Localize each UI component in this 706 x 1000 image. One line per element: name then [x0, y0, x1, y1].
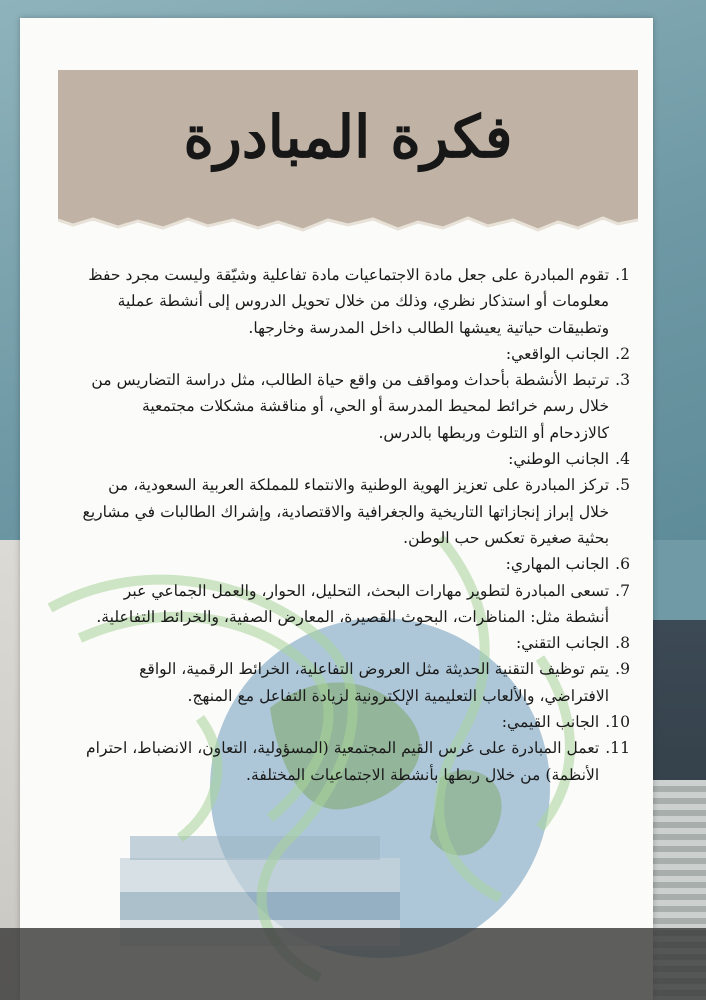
item-text: الجانب القيمي:: [501, 713, 600, 732]
document-card: [20, 18, 653, 1000]
item-number: 5.: [615, 476, 630, 495]
item-number: 9.: [615, 660, 630, 679]
item-number: 10.: [605, 713, 630, 732]
list-item-heading: [82, 551, 630, 577]
list-item-heading: [82, 446, 630, 472]
item-number: 4.: [615, 450, 630, 469]
list-item: [82, 578, 630, 631]
page-title: فكرة المبادرة: [183, 103, 513, 171]
item-number: 8.: [615, 634, 630, 653]
item-text: الجانب الوطني:: [508, 450, 610, 469]
item-text: الجانب الواقعي:: [505, 344, 610, 363]
item-number: 11.: [605, 739, 630, 758]
list-item: [82, 472, 630, 551]
list-item: [82, 735, 630, 788]
list-item-heading: [82, 341, 630, 367]
item-text: تسعى المبادرة لتطوير مهارات البحث، التحليل، الحوار، والعمل الجماعي عبر أنشطة مثل: المناظرات، البحوث القصيرة، المعارض الصفية، والخرائط التفاعلية.: [96, 581, 610, 626]
item-text: تركز المبادرة على تعزيز الهوية الوطنية والانتماء للمملكة العربية السعودية، من خلال إبراز إنجازاتها التاريخية والجغرافية والاقتصادية، وإشراك الطالبات في مشاريع بحثية صغيرة تعكس حب الوطن.: [82, 476, 610, 547]
item-text: الجانب التقني:: [515, 634, 610, 653]
item-text: يتم توظيف التقنية الحديثة مثل العروض التفاعلية، الخرائط الرقمية، الواقع الافتراضي، والألعاب التعليمية الإلكترونية لزيادة التفاعل مع المنهج.: [139, 660, 610, 705]
list-item-heading: [82, 630, 630, 656]
item-number: 7.: [615, 581, 630, 600]
initiative-list: [82, 262, 630, 788]
item-number: 6.: [615, 555, 630, 574]
bottom-overlay-bar: [0, 928, 706, 1000]
item-number: 2.: [615, 344, 630, 363]
torn-paper-edge: [58, 198, 638, 238]
item-number: 3.: [615, 371, 630, 390]
item-text: الجانب المهاري:: [505, 555, 610, 574]
list-item-heading: [82, 709, 630, 735]
item-text: تقوم المبادرة على جعل مادة الاجتماعيات مادة تفاعلية وشيّقة وليست مجرد حفظ معلومات أو استذكار نظري، وذلك من خلال تحويل الدروس إلى أنشطة عملية وتطبيقات حياتية يعيشها الطالب داخل المدرسة وخارجها.: [88, 266, 610, 337]
item-number: 1.: [615, 266, 630, 284]
list-item: [82, 367, 630, 446]
item-text: ترتبط الأنشطة بأحداث ومواقف من واقع حياة الطالب، مثل دراسة التضاريس من خلال رسم خرائط لمحيط المدرسة أو الحي، أو مناقشة مشكلات مجتمعية كالازدحام أو التلوث وربطها بالدرس.: [91, 371, 610, 442]
list-item: [82, 656, 630, 709]
list-item: [82, 262, 630, 341]
item-text: تعمل المبادرة على غرس القيم المجتمعية (المسؤولية، التعاون، الانضباط، احترام الأنظمة) من خلال ربطها بأنشطة الاجتماعيات المختلفة.: [86, 739, 600, 784]
